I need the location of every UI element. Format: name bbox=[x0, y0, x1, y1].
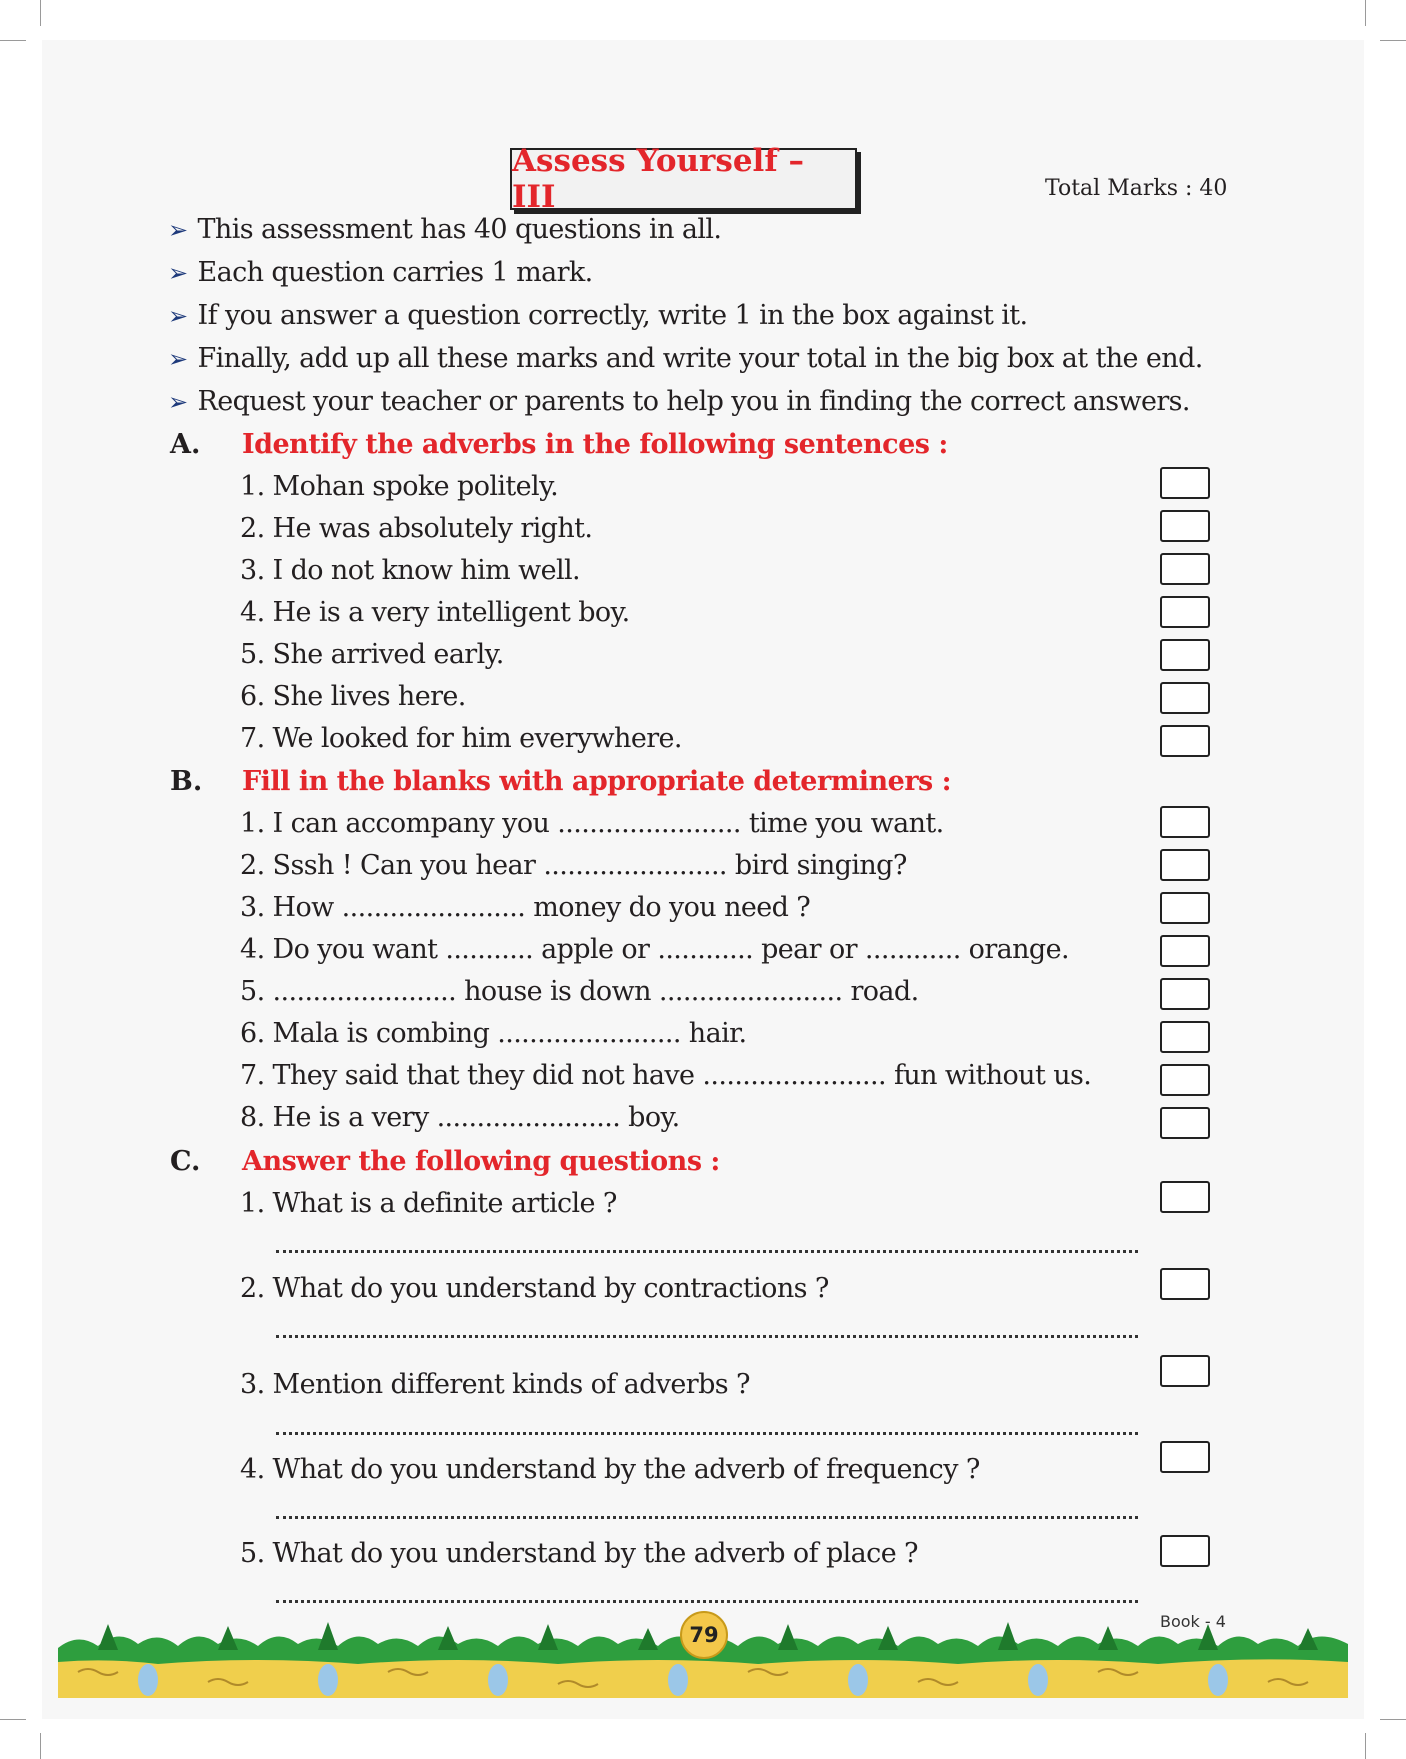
answer-line[interactable] bbox=[276, 1600, 1138, 1603]
crop-mark bbox=[40, 1733, 41, 1759]
total-marks: Total Marks : 40 bbox=[1045, 176, 1228, 201]
section-c-question: 4. What do you understand by the adverb of frequency ? bbox=[240, 1454, 980, 1485]
section-b-letter: B. bbox=[170, 766, 203, 797]
section-b-question: 5. ....................... house is down ....................... road. bbox=[240, 976, 919, 1007]
answer-line[interactable] bbox=[276, 1335, 1138, 1338]
mark-box[interactable] bbox=[1160, 1355, 1210, 1387]
answer-line[interactable] bbox=[276, 1516, 1138, 1519]
section-c-question: 5. What do you understand by the adverb of place ? bbox=[240, 1538, 918, 1569]
mark-box[interactable] bbox=[1160, 978, 1210, 1010]
section-b-question: 1. I can accompany you ....................... time you want. bbox=[240, 808, 944, 839]
mark-box[interactable] bbox=[1160, 1107, 1210, 1139]
title-box bbox=[510, 143, 857, 215]
section-a-heading: Identify the adverbs in the following sentences : bbox=[242, 429, 948, 460]
section-a-question: 5. She arrived early. bbox=[240, 639, 504, 670]
crop-mark bbox=[1365, 0, 1366, 26]
arrow-bullet-icon: ➢ bbox=[168, 259, 188, 287]
mark-box[interactable] bbox=[1160, 849, 1210, 881]
mark-box[interactable] bbox=[1160, 682, 1210, 714]
mark-box[interactable] bbox=[1160, 639, 1210, 671]
section-b-question: 2. Sssh ! Can you hear ....................... bird singing? bbox=[240, 850, 907, 881]
section-a-letter: A. bbox=[170, 429, 201, 460]
arrow-bullet-icon: ➢ bbox=[168, 345, 188, 373]
section-b-question: 7. They said that they did not have ....................... fun without us. bbox=[240, 1060, 1092, 1091]
book-label: Book - 4 bbox=[1160, 1612, 1226, 1631]
answer-line[interactable] bbox=[276, 1250, 1138, 1253]
section-a-question: 3. I do not know him well. bbox=[240, 555, 581, 586]
mark-box[interactable] bbox=[1160, 1021, 1210, 1053]
mark-box[interactable] bbox=[1160, 892, 1210, 924]
mark-box[interactable] bbox=[1160, 1064, 1210, 1096]
section-b-question: 4. Do you want ........... apple or ............ pear or ............ orange. bbox=[240, 934, 1069, 965]
instruction-item: ➢ This assessment has 40 questions in all. bbox=[168, 214, 722, 245]
mark-box[interactable] bbox=[1160, 467, 1210, 499]
mark-box[interactable] bbox=[1160, 553, 1210, 585]
crop-mark bbox=[1365, 1733, 1366, 1759]
answer-line[interactable] bbox=[276, 1432, 1138, 1435]
arrow-bullet-icon: ➢ bbox=[168, 302, 188, 330]
section-c-heading: Answer the following questions : bbox=[242, 1146, 720, 1177]
mark-box[interactable] bbox=[1160, 596, 1210, 628]
section-c-question: 3. Mention different kinds of adverbs ? bbox=[240, 1369, 750, 1400]
crop-mark bbox=[40, 0, 41, 26]
crop-mark bbox=[1380, 1719, 1406, 1720]
section-b-question: 6. Mala is combing ....................... hair. bbox=[240, 1018, 747, 1049]
section-c-question: 2. What do you understand by contractions ? bbox=[240, 1273, 829, 1304]
mark-box[interactable] bbox=[1160, 1441, 1210, 1473]
section-c-question: 1. What is a definite article ? bbox=[240, 1188, 617, 1219]
section-a-question: 4. He is a very intelligent boy. bbox=[240, 597, 630, 628]
instruction-item: ➢ Finally, add up all these marks and write your total in the big box at the end. bbox=[168, 343, 1203, 374]
instruction-item: ➢ Request your teacher or parents to help you in finding the correct answers. bbox=[168, 386, 1190, 417]
mark-box[interactable] bbox=[1160, 510, 1210, 542]
section-b-heading: Fill in the blanks with appropriate determiners : bbox=[242, 766, 952, 797]
section-a-question: 6. She lives here. bbox=[240, 681, 466, 712]
mark-box[interactable] bbox=[1160, 935, 1210, 967]
section-a-question: 1. Mohan spoke politely. bbox=[240, 471, 559, 502]
page-number: 79 bbox=[680, 1611, 728, 1659]
section-b-question: 8. He is a very ....................... boy. bbox=[240, 1102, 680, 1133]
crop-mark bbox=[1380, 40, 1406, 41]
mark-box[interactable] bbox=[1160, 1268, 1210, 1300]
mark-box[interactable] bbox=[1160, 725, 1210, 757]
crop-mark bbox=[0, 1719, 26, 1720]
instruction-item: ➢ Each question carries 1 mark. bbox=[168, 257, 593, 288]
section-a-question: 2. He was absolutely right. bbox=[240, 513, 593, 544]
instruction-item: ➢ If you answer a question correctly, write 1 in the box against it. bbox=[168, 300, 1028, 331]
crop-mark bbox=[0, 40, 26, 41]
section-c-letter: C. bbox=[170, 1146, 201, 1177]
mark-box[interactable] bbox=[1160, 1181, 1210, 1213]
arrow-bullet-icon: ➢ bbox=[168, 388, 188, 416]
section-b-question: 3. How ....................... money do you need ? bbox=[240, 892, 811, 923]
section-a-question: 7. We looked for him everywhere. bbox=[240, 723, 682, 754]
page-title: Assess Yourself – III bbox=[512, 143, 804, 215]
mark-box[interactable] bbox=[1160, 806, 1210, 838]
arrow-bullet-icon: ➢ bbox=[168, 216, 188, 244]
mark-box[interactable] bbox=[1160, 1535, 1210, 1567]
